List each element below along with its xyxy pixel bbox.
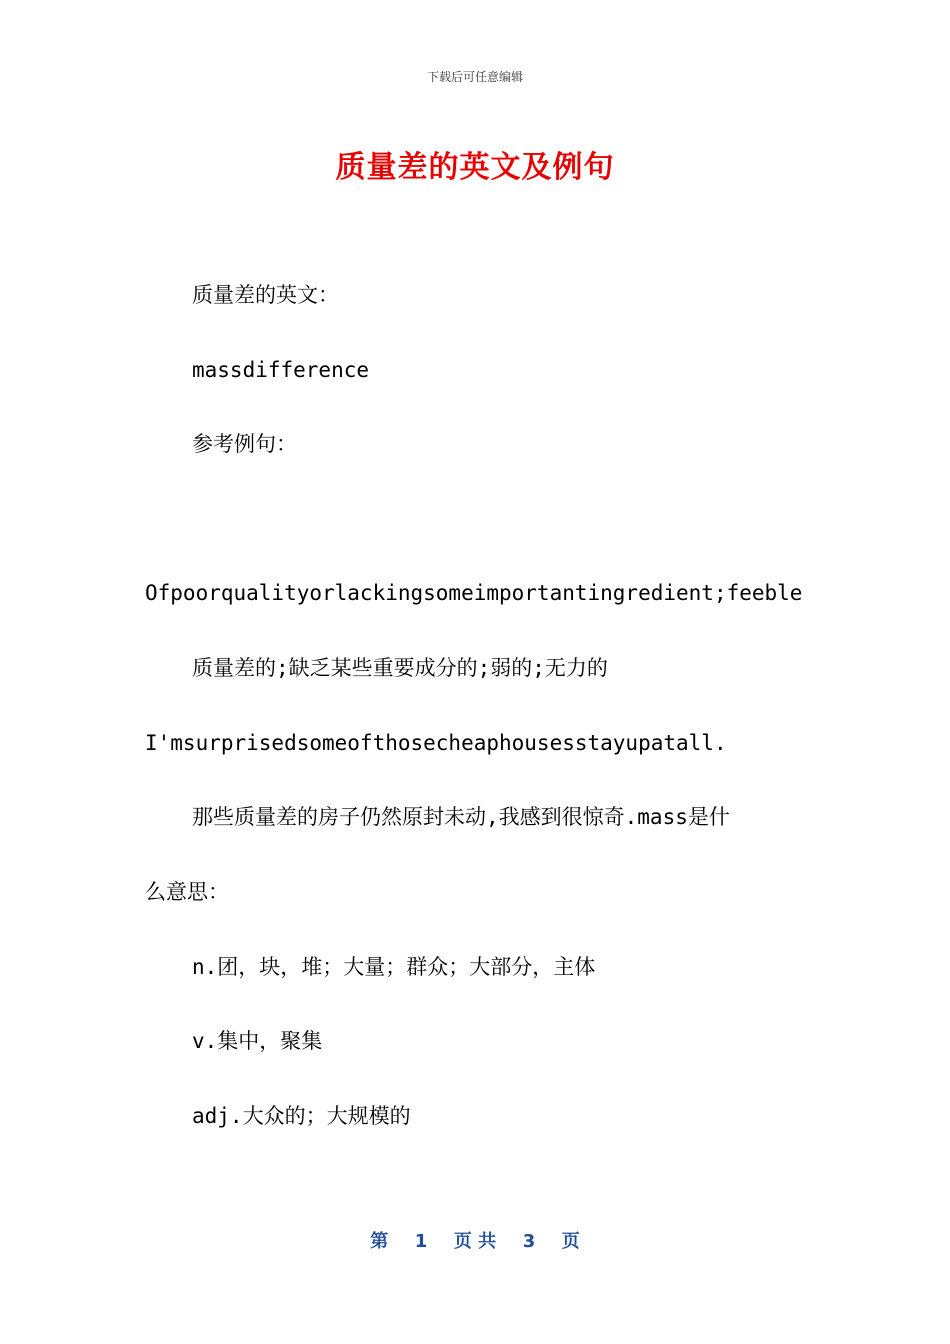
body-line-example-chinese-2: 那些质量差的房子仍然原封未动,我感到很惊奇.mass是什 bbox=[192, 805, 730, 829]
body-line-example-chinese-2-cont: 么意思： bbox=[145, 880, 229, 904]
footer-label-end: 页 bbox=[561, 1231, 580, 1252]
body-line-example-chinese-1: 质量差的;缺乏某些重要成分的;弱的;无力的 bbox=[192, 656, 608, 680]
footer-label-page: 第 bbox=[370, 1231, 389, 1252]
body-line-example-english-2: I'msurprisedsomeofthosecheaphousesstayupatall. bbox=[145, 731, 727, 755]
body-line-definition-adjective: adj.大众的；大规模的 bbox=[192, 1104, 411, 1128]
footer-label-total: 页 共 bbox=[453, 1231, 497, 1252]
body-line-definition-noun: n.团，块，堆；大量；群众；大部分，主体 bbox=[192, 955, 596, 979]
body-line-definition-verb: v.集中，聚集 bbox=[192, 1029, 323, 1053]
document-title: 质量差的英文及例句 bbox=[335, 150, 615, 185]
body-line-english-heading: 质量差的英文： bbox=[192, 283, 339, 307]
body-line-examples-heading: 参考例句： bbox=[192, 432, 297, 456]
footer-current-page: 1 bbox=[414, 1231, 428, 1252]
body-line-example-english-1: Ofpoorqualityorlackingsomeimportantingredient;feeble bbox=[145, 581, 803, 605]
body-line-english-term: massdifference bbox=[192, 358, 370, 382]
footer-total-pages: 3 bbox=[522, 1231, 536, 1252]
header-note: 下载后可任意编辑 bbox=[426, 70, 523, 84]
page-footer bbox=[0, 1227, 950, 1253]
